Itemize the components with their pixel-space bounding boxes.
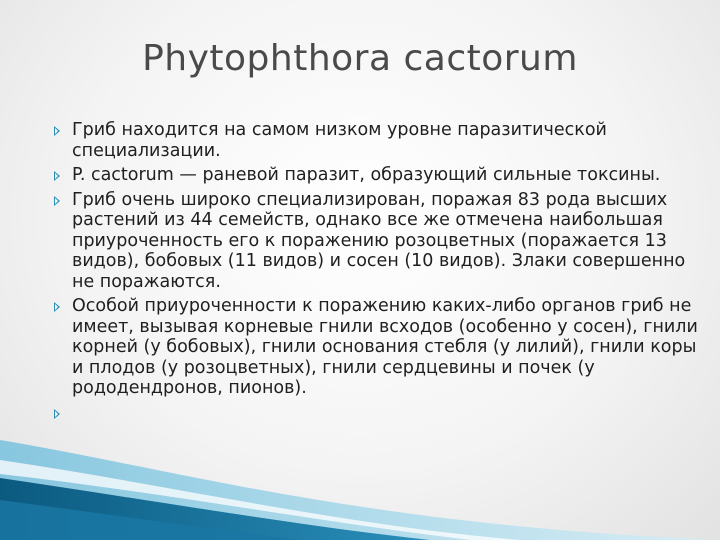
arrow-bullet-icon (54, 196, 60, 206)
bullet-list (52, 120, 702, 427)
bullet-item (52, 190, 702, 293)
bullet-item (52, 296, 702, 399)
arrow-bullet-icon (54, 171, 60, 181)
bullet-text: Особой приуроченности к поражению каких-либо органов гриб не имеет, вызывая корневые гнили всходов (особенно у сосен), гнили корней (у бобовых), гнили основания стебля (у лилий), гнили коры и плодов (у розоцветных), гнили сердцевины и почек (у рододендронов, пионов). (72, 296, 698, 398)
bullet-item (52, 403, 702, 423)
decorative-waves (0, 430, 720, 540)
arrow-bullet-icon (54, 302, 60, 312)
bullet-text: Гриб очень широко специализирован, поражая 83 рода высших растений из 44 семейств, однако все же отмечена наибольшая приуроченность его к поражению розоцветных (поражается 13 видов), бобовых (11 видов) и сосен (10 видов). Злаки совершенно не поражаются. (72, 189, 686, 292)
slide-title: Phytophthora cactorum (142, 38, 578, 79)
arrow-bullet-icon (54, 409, 60, 419)
arrow-bullet-icon (54, 126, 60, 136)
bullet-item (52, 165, 702, 186)
bullet-text: P. cactorum — раневой паразит, образующий сильные токсины. (72, 165, 661, 185)
bullet-text: Гриб находится на самом низком уровне паразитической специализации. (72, 120, 607, 161)
bullet-item (52, 120, 702, 161)
